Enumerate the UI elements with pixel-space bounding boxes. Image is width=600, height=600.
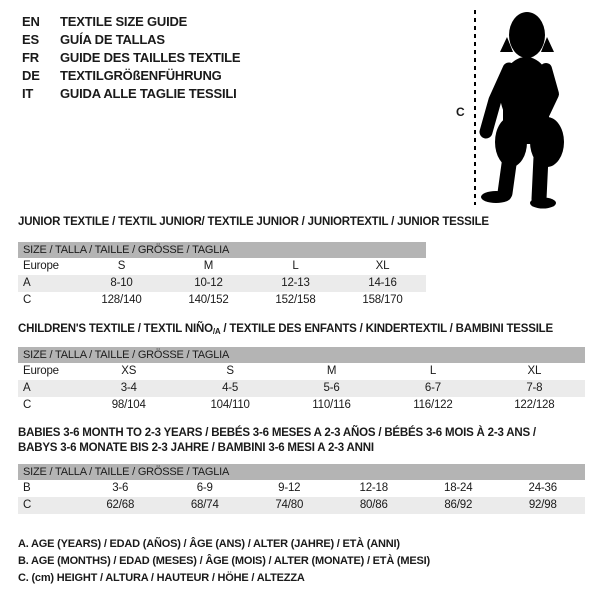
children-size-table	[18, 347, 585, 414]
cell: XS	[121, 365, 137, 377]
cell: 12-13	[281, 277, 310, 289]
section-children-title	[18, 322, 553, 337]
lang-code: ES	[22, 31, 39, 47]
cell: 8-10	[110, 277, 133, 289]
footnote-b: B. AGE (MONTHS) / EDAD (MESES) / ÂGE (MOIS) / ALTER (MONATE) / ETÀ (MESI)	[18, 555, 430, 567]
cell: S	[226, 365, 234, 377]
section-junior-title: JUNIOR TEXTILE / TEXTIL JUNIOR/ TEXTILE JUNIOR / JUNIORTEXTIL / JUNIOR TESSILE	[18, 216, 489, 228]
lang-title: TEXTILE SIZE GUIDE	[60, 13, 188, 29]
table-row-c	[18, 397, 585, 414]
cell: 4-5	[222, 382, 239, 394]
row-label: B	[23, 482, 31, 494]
cell: 12-18	[359, 482, 388, 494]
lang-row-fr	[22, 48, 240, 66]
language-header	[22, 12, 240, 102]
cell: 14-16	[368, 277, 397, 289]
cell: 158/170	[362, 294, 403, 306]
cell: 62/68	[106, 499, 135, 511]
cell: 152/158	[275, 294, 316, 306]
cell: M	[203, 260, 214, 272]
section-babies-title-line1: BABIES 3-6 MONTH TO 2-3 YEARS / BEBÉS 3-6 MESES A 2-3 AÑOS / BÉBÉS 3-6 MOIS À 2-3 ANS /	[18, 427, 536, 439]
row-label: Europe	[23, 260, 59, 272]
cell: M	[326, 365, 337, 377]
lang-row-es	[22, 30, 240, 48]
cell: 116/122	[413, 399, 453, 411]
cell: 104/110	[210, 399, 250, 411]
cell: 10-12	[194, 277, 223, 289]
row-label: A	[23, 277, 31, 289]
row-label: C	[23, 499, 32, 511]
cell: L	[429, 365, 437, 377]
lang-title: TEXTILGRÖßENFÜHRUNG	[60, 67, 222, 83]
cell: 24-36	[528, 482, 557, 494]
lang-code: EN	[22, 13, 40, 29]
lang-row-en	[22, 12, 240, 30]
lang-row-de	[22, 66, 240, 84]
table-header-bar: SIZE / TALLA / TAILLE / GRÖSSE / TAGLIA	[18, 464, 585, 480]
table-header-bar: SIZE / TALLA / TAILLE / GRÖSSE / TAGLIA	[18, 242, 426, 258]
cell: 86/92	[444, 499, 473, 511]
cell: 80/86	[359, 499, 388, 511]
footnote-c: C. (cm) HEIGHT / ALTURA / HAUTEUR / HÖHE / ALTEZZA	[18, 572, 305, 584]
table-row-a	[18, 380, 585, 397]
section-babies-title-line2: BABYS 3-6 MONATE BIS 2-3 JAHRE / BAMBINI 3-6 MESI A 2-3 ANNI	[18, 442, 374, 454]
cell: 92/98	[528, 499, 557, 511]
table-row-europe	[18, 258, 426, 275]
cell: 98/104	[111, 399, 146, 411]
lang-code: IT	[22, 85, 34, 101]
cell: 68/74	[190, 499, 219, 511]
cell: XL	[375, 260, 390, 272]
toddler-silhouette-image	[455, 5, 580, 210]
cell: 74/80	[275, 499, 304, 511]
cell: 18-24	[444, 482, 473, 494]
cell: 6-7	[424, 382, 441, 394]
cell: 7-8	[526, 382, 543, 394]
lang-title: GUIDA ALLE TAGLIE TESSILI	[60, 85, 237, 101]
cell: 3-4	[120, 382, 137, 394]
table-header-bar: SIZE / TALLA / TAILLE / GRÖSSE / TAGLIA	[18, 347, 585, 363]
cell: 6-9	[196, 482, 213, 494]
footnote-a: A. AGE (YEARS) / EDAD (AÑOS) / ÂGE (ANS) / ALTER (JAHRE) / ETÀ (ANNI)	[18, 538, 400, 550]
lang-row-it	[22, 84, 240, 102]
table-row-c	[18, 292, 426, 309]
lang-code: DE	[22, 67, 40, 83]
cell: 110/116	[312, 399, 351, 411]
cell: XL	[527, 365, 542, 377]
cell: 128/140	[101, 294, 142, 306]
babies-size-table	[18, 464, 585, 514]
cell: 122/128	[514, 399, 555, 411]
table-row-b	[18, 480, 585, 497]
lang-title: GUIDE DES TAILLES TEXTILE	[60, 49, 241, 65]
cell: L	[292, 260, 299, 272]
row-label: Europe	[23, 365, 59, 377]
lang-code: FR	[22, 49, 39, 65]
row-label: C	[23, 399, 32, 411]
section-babies-title	[18, 426, 536, 456]
table-row-europe	[18, 363, 585, 380]
section-children-title-pre: CHILDREN'S TEXTILE / TEXTIL NIÑO	[18, 323, 213, 335]
cell: 5-6	[323, 382, 340, 394]
table-row-c	[18, 497, 585, 514]
section-children-title-post: / TEXTILE DES ENFANTS / KINDERTEXTIL / BAMBINI TESSILE	[220, 323, 553, 335]
measure-c-label: C	[456, 105, 465, 119]
cell: 3-6	[112, 482, 129, 494]
cell: 140/152	[188, 294, 229, 306]
row-label: C	[23, 294, 32, 306]
section-children-title-sub: /A	[212, 327, 221, 336]
table-row-a	[18, 275, 426, 292]
row-label: A	[23, 382, 31, 394]
lang-title: GUÍA DE TALLAS	[60, 31, 165, 47]
cell: 9-12	[278, 482, 301, 494]
cell: S	[117, 260, 126, 272]
junior-size-table	[18, 242, 426, 309]
